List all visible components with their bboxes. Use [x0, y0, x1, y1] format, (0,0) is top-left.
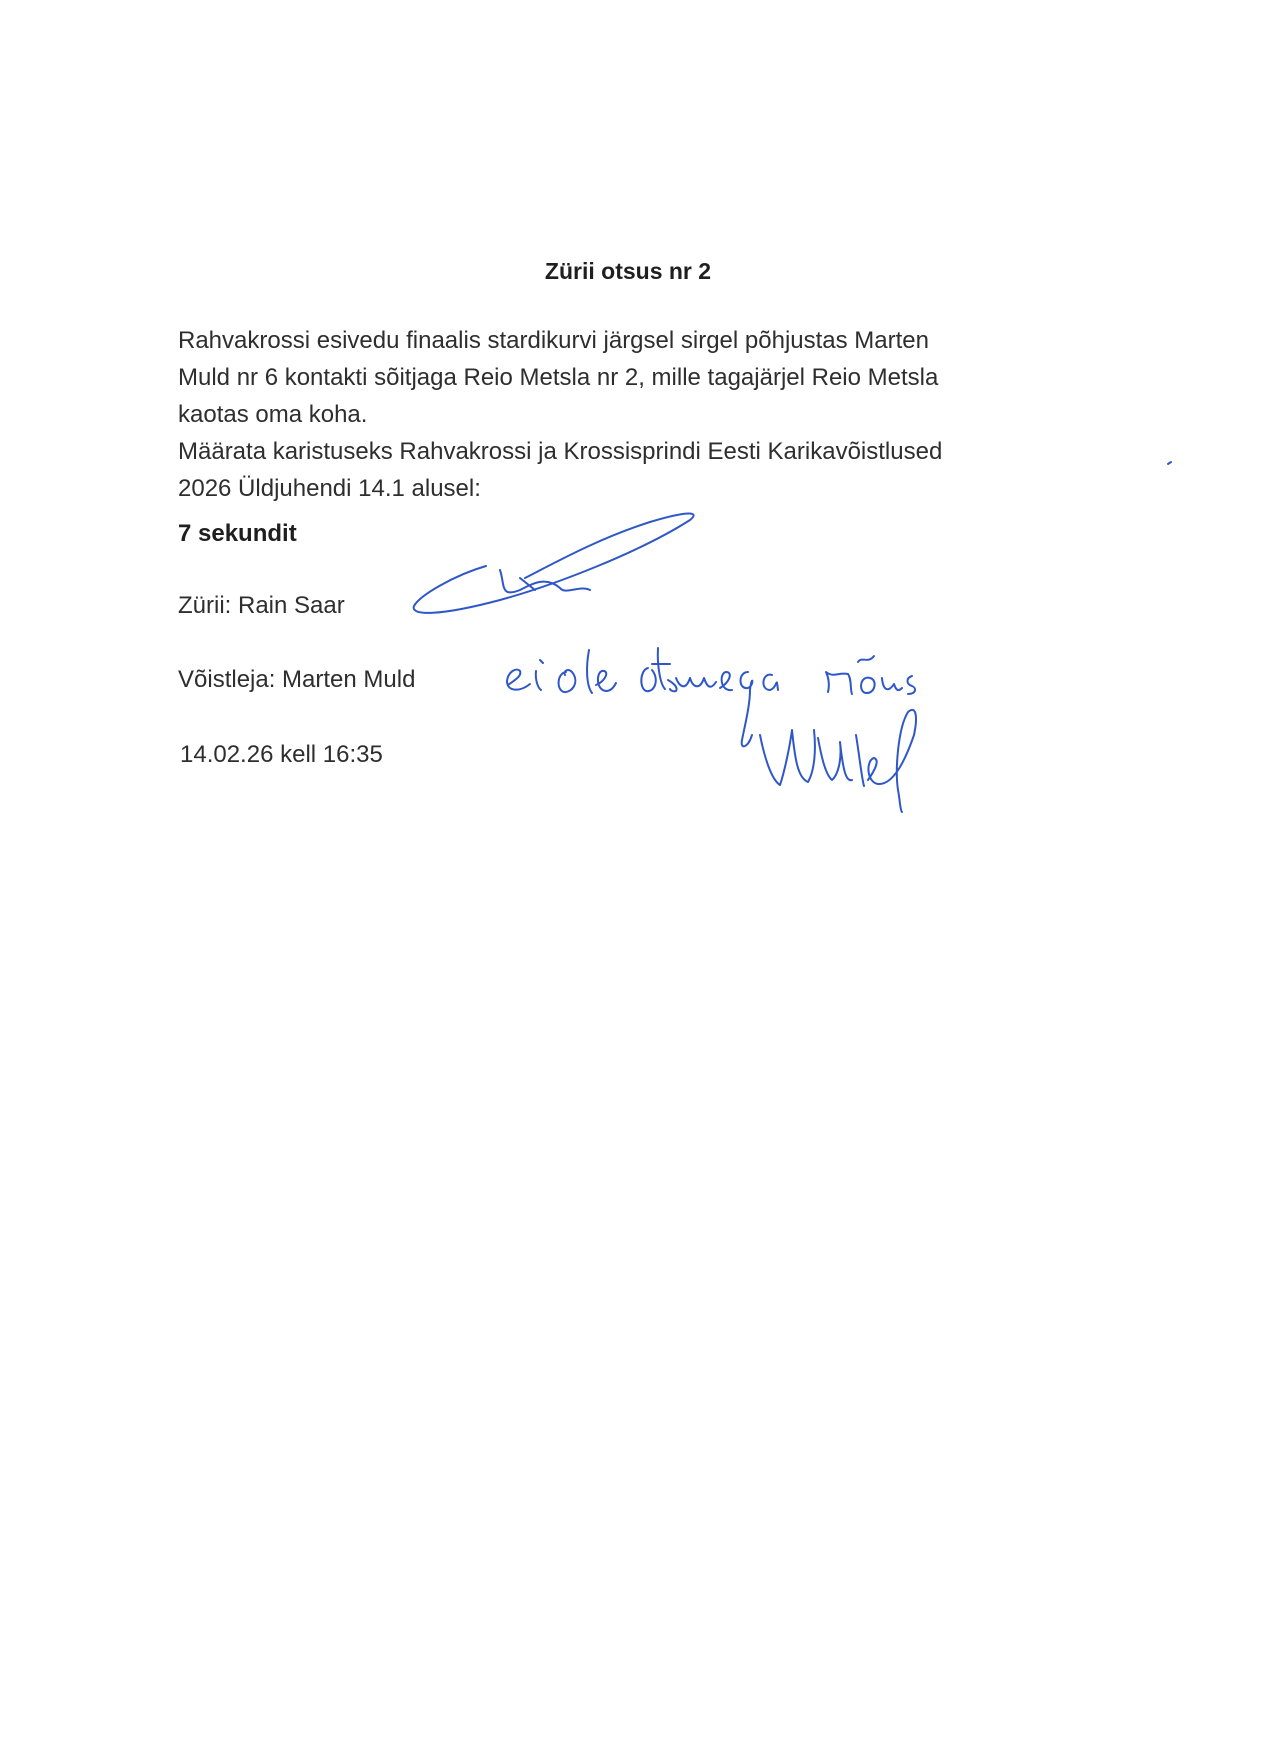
penalty-value: 7 sekundit — [178, 520, 297, 547]
competitor-handwritten-note — [507, 648, 915, 746]
jury-signature-label: Zürii: Rain Saar — [178, 592, 345, 619]
paragraph-line: 2026 Üldjuhendi 14.1 alusel: — [178, 475, 481, 502]
paragraph-line: Määrata karistuseks Rahvakrossi ja Krossisprindi Eesti Karikavõistlused — [178, 438, 943, 465]
date-time: 14.02.26 kell 16:35 — [180, 741, 383, 768]
decision-paragraph — [178, 322, 1088, 507]
paragraph-line: Muld nr 6 kontakti sõitjaga Reio Metsla nr 2, mille tagajärjel Reio Metsla — [178, 364, 939, 391]
document-title: Zürii otsus nr 2 — [544, 258, 712, 284]
ink-mark — [1168, 462, 1171, 464]
paragraph-line: kaotas oma koha. — [178, 401, 368, 428]
competitor-signature-label: Võistleja: Marten Muld — [178, 666, 416, 693]
jury-signature — [414, 514, 694, 613]
competitor-signature — [760, 710, 916, 812]
paragraph-line: Rahvakrossi esivedu finaalis stardikurvi järgsel sirgel põhjustas Marten — [178, 327, 929, 354]
